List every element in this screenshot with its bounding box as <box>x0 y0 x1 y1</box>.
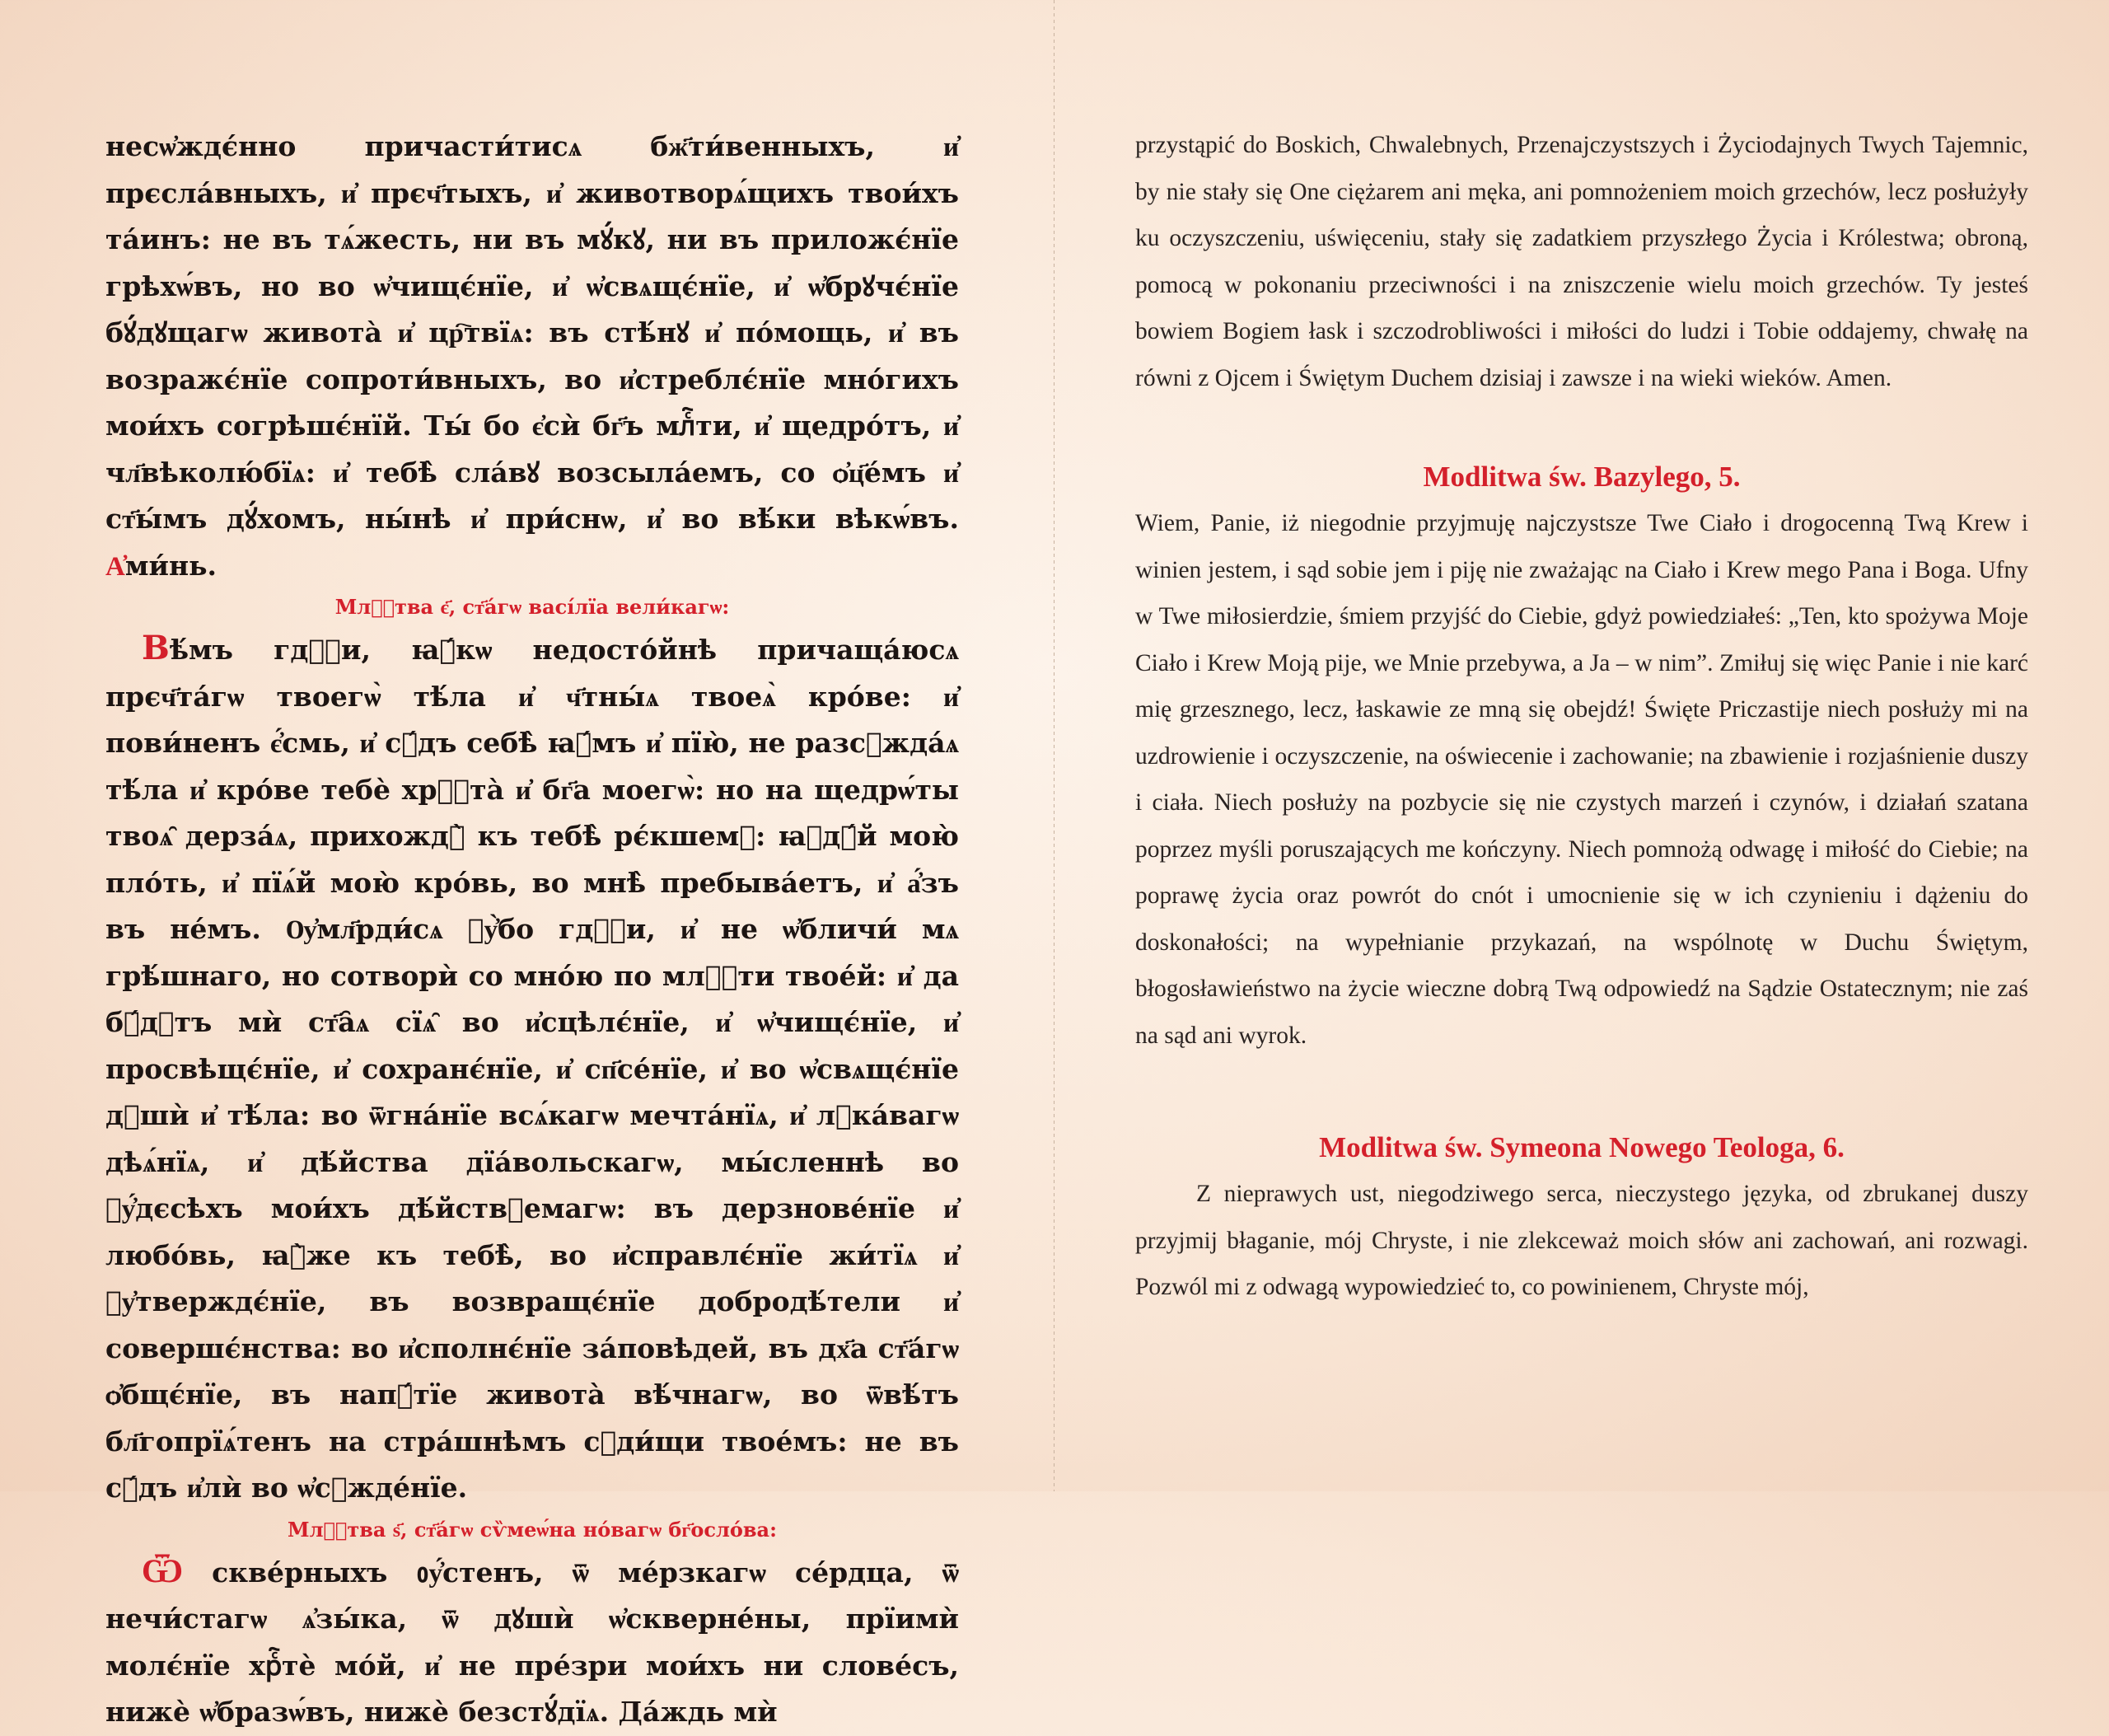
right-page-polish <box>1054 0 2109 1491</box>
cs-prayer-6-title: Млⷭ҇тва ѕ҃, ст҃а́гѡ сѷмеѡ́на но́вагѡ бг҃осло́ва: <box>288 1517 777 1542</box>
cs-paragraph-3 <box>105 1548 959 1736</box>
cs-paragraph-2 <box>105 625 959 1512</box>
pl-paragraph-2: Wiem, Panie, iż niegodnie przyjmuję najczystsze Twe Ciało i drogocenną Twą Krew i winien jestem, i sąd sobie jem i piję nie zważając na Ciało i Krew mego Pana i Boga. Ufny w Twe miłosierdzie, śmiem przyjść do Ciebie, gdyż powiedziałeś: „Ten, kto spożywa Moje Ciało i Krew Moją pije, we Mnie przebywa, a Ja – w nim”. Zmiłuj się więc Panie i nie karć mię grzesznego, lecz, łaskawie ze mną się obejdź! Święte Priczastije niech posłuży mi na uzdrowienie i oczyszczenie, na oświecenie i zachowanie; na zbawienie i rozjaśnienie duszy i ciała. Niech posłuży na pozbycie się nie czystych marzeń i czynów, i działań szatana poprzez myśli poruszających me kończyny. Niech pomnożą odwagę i miłość do Ciebie; na poprawę życia oraz powrót do cnót i umocnienie się w ich czynieniu i dążeniu do doskonałości; na wypełnianie przykazań, na wspólnotę w Duchu Świętym, błogosławieństwo na życie wieczne dobrą Twą odpowiedź na Sądzie Ostatecznym; nie zaś na sąd ani wyrok. <box>1135 510 2028 1049</box>
pl-prayer-6-title: Modlitwa św. Symeona Nowego Teologa, 6. <box>1319 1131 1845 1163</box>
cs-paragraph-1-text: несѡ҆ждє́нно причасти́тисѧ бж҃ти́венныхъ, и҆ прєсла́вныхъ, и҆ прєч҃тыхъ, и҆ животворѧ́щихъ твои́хъ та́инъ: не въ тѧ́жесть, ни въ мꙋ́кꙋ, ни въ приложє́нїе грѣхѡ́въ, но во ѡ҆чищє́нїе, и҆ ѡ҆свѧщє́нїе, и҆ ѡ҆брꙋчє́нїе бꙋ́дꙋщагѡ живота̀ и҆ цр҇твїѧ: въ стѣ́нꙋ и҆ по́мощь, и҆ въ возражє́нїе сопроти́вныхъ, во и҆стреблє́нїе мно́гихъ мои́хъ согрѣшє́нїй. Ты́ бо є҆сѝ бг҃ъ млⷭ҇ти, и҆ щедро́тъ, и҆ чл҃вѣколю́бїѧ: и҆ тебѣ̀ сла́вꙋ возсыла́емъ, со ѻ҆ц҃е́мъ и҆ ст҃ы́мъ дꙋ́хомъ, ны́нѣ и҆ при́снѡ, и҆ во вѣ́ки вѣкѡ́въ. <box>105 130 959 535</box>
cs-paragraph-3-text: скве́рныхъ ᲂу҆́стенъ, ѿ ме́рзкагѡ се́рдца, ѿ нечи́стагѡ ѧ҆зы́ка, ѿ дꙋшѝ ѡ҆скверне́ны, прїимѝ молє́нїе хрⷭ҇тѐ мо́й, и҆ не пре́зри мои́хъ ни слове́съ, нижѐ ѡ҆бразѡ́въ, нижѐ безстꙋ́дїѧ. Да́ждь мѝ <box>105 1556 959 1728</box>
amen-rest: ми́нь. <box>124 549 217 582</box>
cs-paragraph-1 <box>105 124 959 589</box>
pl-prayer-5-title: Modlitwa św. Bazylego, 5. <box>1423 461 1741 493</box>
pl-paragraph-1: przystąpić do Boskich, Chwalebnych, Przenajczystszych i Życiodajnych Twych Tajemnic, by nie stały się One ciężarem ani męka, ani pomnożeniem moich grzechów, lecz posłużyły ku oczyszczeniu, uświęceniu, stały się zadatkiem przyszłego Życia i Królestwa; obroną, pomocą w pokonaniu przeciwności i na zniszczenie wielu moich grzechów. Ty jesteś bowiem Bogiem łask i szczodrobliwości i miłości do ludzi i Tobie oddajemy, chwałę na równi z Ojcem i Świętym Duchem dzisiaj i zawsze i na wieki wieków. Amen. <box>1135 132 2028 391</box>
amen-red-initial: А҆ <box>105 549 125 582</box>
cs-paragraph-3-initial: Ѿ <box>142 1551 184 1590</box>
cs-paragraph-2-text: ѣ́мъ гдⷭ҇и, ꙗ҆́кѡ недосто́йнѣ причаща́юсѧ прєч҃та́гѡ твоегѡ̀ тѣ́ла и҆ ч҃тны́ѧ твоеѧ̀ кро́ве: и҆ пови́ненъ є҆́смь, и҆ сꙋ́дъ себѣ̀ ꙗ҆́мъ и҆ пїю̀, не разсꙋжда́ѧ тѣ́ла и҆ кро́ве тебѐ хрⷭ҇та̀ и҆ бг҃а моегѡ̀: но на щедрѡ́ты твоѧ̑ дерза́ѧ, прихождꙋ̀ къ тебѣ̀ рє́кшемꙋ: ꙗ҆дꙋ́й мою̀ пло́ть, и҆ пїѧ́й мою̀ кро́вь, во мнѣ̀ пребыва́етъ, и҆ а҆́зъ въ не́мъ. Ѹ҆мл҃рди́сѧ ᲂу҆̀бо гдⷭ҇и, и҆ не ѡ҆бличи́ мѧ грѣ́шнаго, но сотворѝ со мно́ю по млⷭ҇ти твое́й: и҆ да бꙋ́дꙋтъ мѝ ст҃а̑ѧ сїѧ̑ во и҆сцѣлє́нїе, и҆ ѡ҆чищє́нїе, и҆ просвѣщє́нїе, и҆ сохранє́нїе, и҆ сп҃се́нїе, и҆ во ѡ҆свѧщє́нїе дꙋшѝ и҆ тѣ́ла: во ѿгна́нїе всѧ́кагѡ мечта́нїѧ, и҆ лꙋка́вагѡ дѣѧ́нїѧ, и҆ дѣ́йства дїа́вольскагѡ, мы́сленнѣ во ᲂу҆́дєсѣхъ мои́хъ дѣ́йствꙋемагѡ: въ дерзнове́нїе и҆ любо́вь, ꙗ҆̀же къ тебѣ̀, во и҆справлє́нїе жи́тїѧ и҆ ᲂу҆тверждє́нїе, въ возвращє́нїе добродѣ́тели и҆ совершє́нства: во и҆сполнє́нїе за́повѣдей, въ дх҃а ст҃а́гѡ ѻ҆бщє́нїе, въ напꙋ́тїе живота̀ вѣ́чнагѡ, во ѿвѣ́тъ бл҃гопрїѧ́тенъ на стра́шнѣмъ сꙋди́щи твое́мъ: не въ сꙋ́дъ и҆лѝ во ѡ҆сꙋжде́нїе. <box>105 634 959 1504</box>
cs-prayer-5-title: Млⷭ҇тва є҃, ст҃а́гѡ васі́лїа вели́кагѡ: <box>334 595 730 619</box>
left-page-church-slavonic <box>0 0 1054 1728</box>
pl-paragraph-3: Z nieprawych ust, niegodziwego serca, nieczystego języka, od zbrukanej duszy przyjmij błaganie, mój Chryste, i nie zlekceważ moich słów ani zachowań, ani rozwagi. Pozwól mi z odwagą wypowiedzieć to, co powinienem, Chryste mój, <box>1135 1181 2028 1300</box>
cs-paragraph-2-initial: В <box>142 629 170 667</box>
